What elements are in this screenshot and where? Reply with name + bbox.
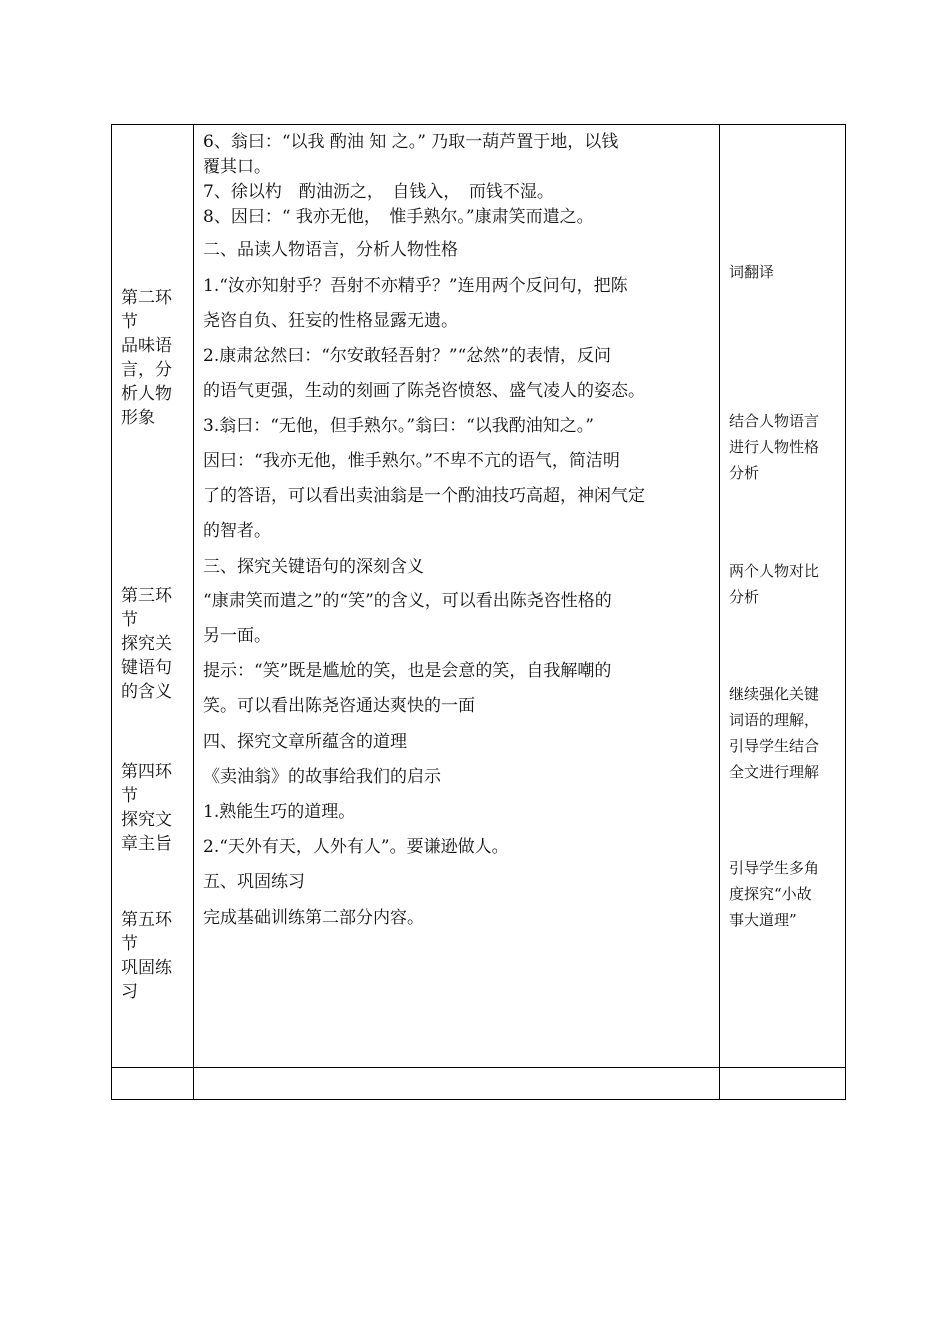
text-line: 提示：“笑”既是尴尬的笑，也是会意的笑，自我解嘲的 [203, 661, 612, 681]
note-1: 词翻译 [729, 263, 775, 281]
note-5: 引导学生多角 度探究“小故 事大道理” [729, 859, 820, 929]
text-line: 的智者。 [203, 521, 271, 541]
section-label-5: 第五环 节 巩固练 习 [121, 910, 172, 1002]
note-3: 两个人物对比 分析 [729, 562, 820, 606]
text-line: 的语气更强，生动的刻画了陈尧咨愤怒、盛气凌人的姿态。 [203, 381, 645, 401]
section-heading: 五、巩固练习 [203, 872, 305, 892]
text-line: 2.“天外有天，人外有人”。要谦逊做人。 [203, 837, 509, 857]
text-line: 8、因曰：“ 我亦无他， 惟手熟尔。”康肃笑而遣之。 [203, 207, 594, 227]
section-heading: 三、探究关键语句的深刻含义 [203, 557, 424, 577]
column-divider-right [719, 125, 720, 1099]
text-line: 7、徐以杓 酌油沥之， 自钱入， 而钱不湿。 [203, 182, 554, 202]
text-line: 3.翁曰：“无他，但手熟尔。”翁曰：“以我酌油知之。” [203, 416, 594, 436]
text-line: “康肃笑而遣之”的“笑”的含义，可以看出陈尧咨性格的 [203, 591, 612, 611]
text-line: 《卖油翁》的故事给我们的启示 [203, 767, 441, 787]
text-line: 2.康肃忿然曰：“尔安敢轻吾射？”“忿然”的表情，反问 [203, 346, 611, 366]
text-line: 了的答语，可以看出卖油翁是一个酌油技巧高超，神闲气定 [203, 486, 645, 506]
text-line: 尧咨自负、狂妄的性格显露无遗。 [203, 311, 458, 331]
row-divider [112, 1067, 845, 1068]
section-label-3: 第三环 节 探究关 键语句 的含义 [121, 586, 172, 702]
note-4: 继续强化关键 词语的理解， 引导学生结合 全文进行理解 [729, 685, 820, 781]
section-heading: 二、品读人物语言，分析人物性格 [203, 240, 458, 260]
text-line: 另一面。 [203, 626, 271, 646]
text-line: 覆其口。 [203, 157, 271, 177]
section-label-2: 第二环 节 品味语 言，分 析人物 形象 [121, 288, 172, 428]
text-line: 笑。可以看出陈尧咨通达爽快的一面 [203, 696, 475, 716]
section-label-4: 第四环 节 探究文 章主旨 [121, 762, 172, 854]
text-line: 1.熟能生巧的道理。 [203, 802, 356, 822]
text-line: 因曰：“我亦无他，惟手熟尔。”不卑不亢的语气，简洁明 [203, 451, 620, 471]
text-line: 1.“汝亦知射乎？吾射不亦精乎？”连用两个反问句，把陈 [203, 276, 628, 296]
note-2: 结合人物语言 进行人物性格 分析 [729, 412, 820, 482]
text-line: 完成基础训练第二部分内容。 [203, 908, 424, 928]
text-line: 6、翁曰：“以我 酌油 知 之。” 乃取一葫芦置于地，以钱 [203, 132, 619, 152]
column-divider-left [193, 125, 194, 1099]
section-heading: 四、探究文章所蕴含的道理 [203, 732, 407, 752]
